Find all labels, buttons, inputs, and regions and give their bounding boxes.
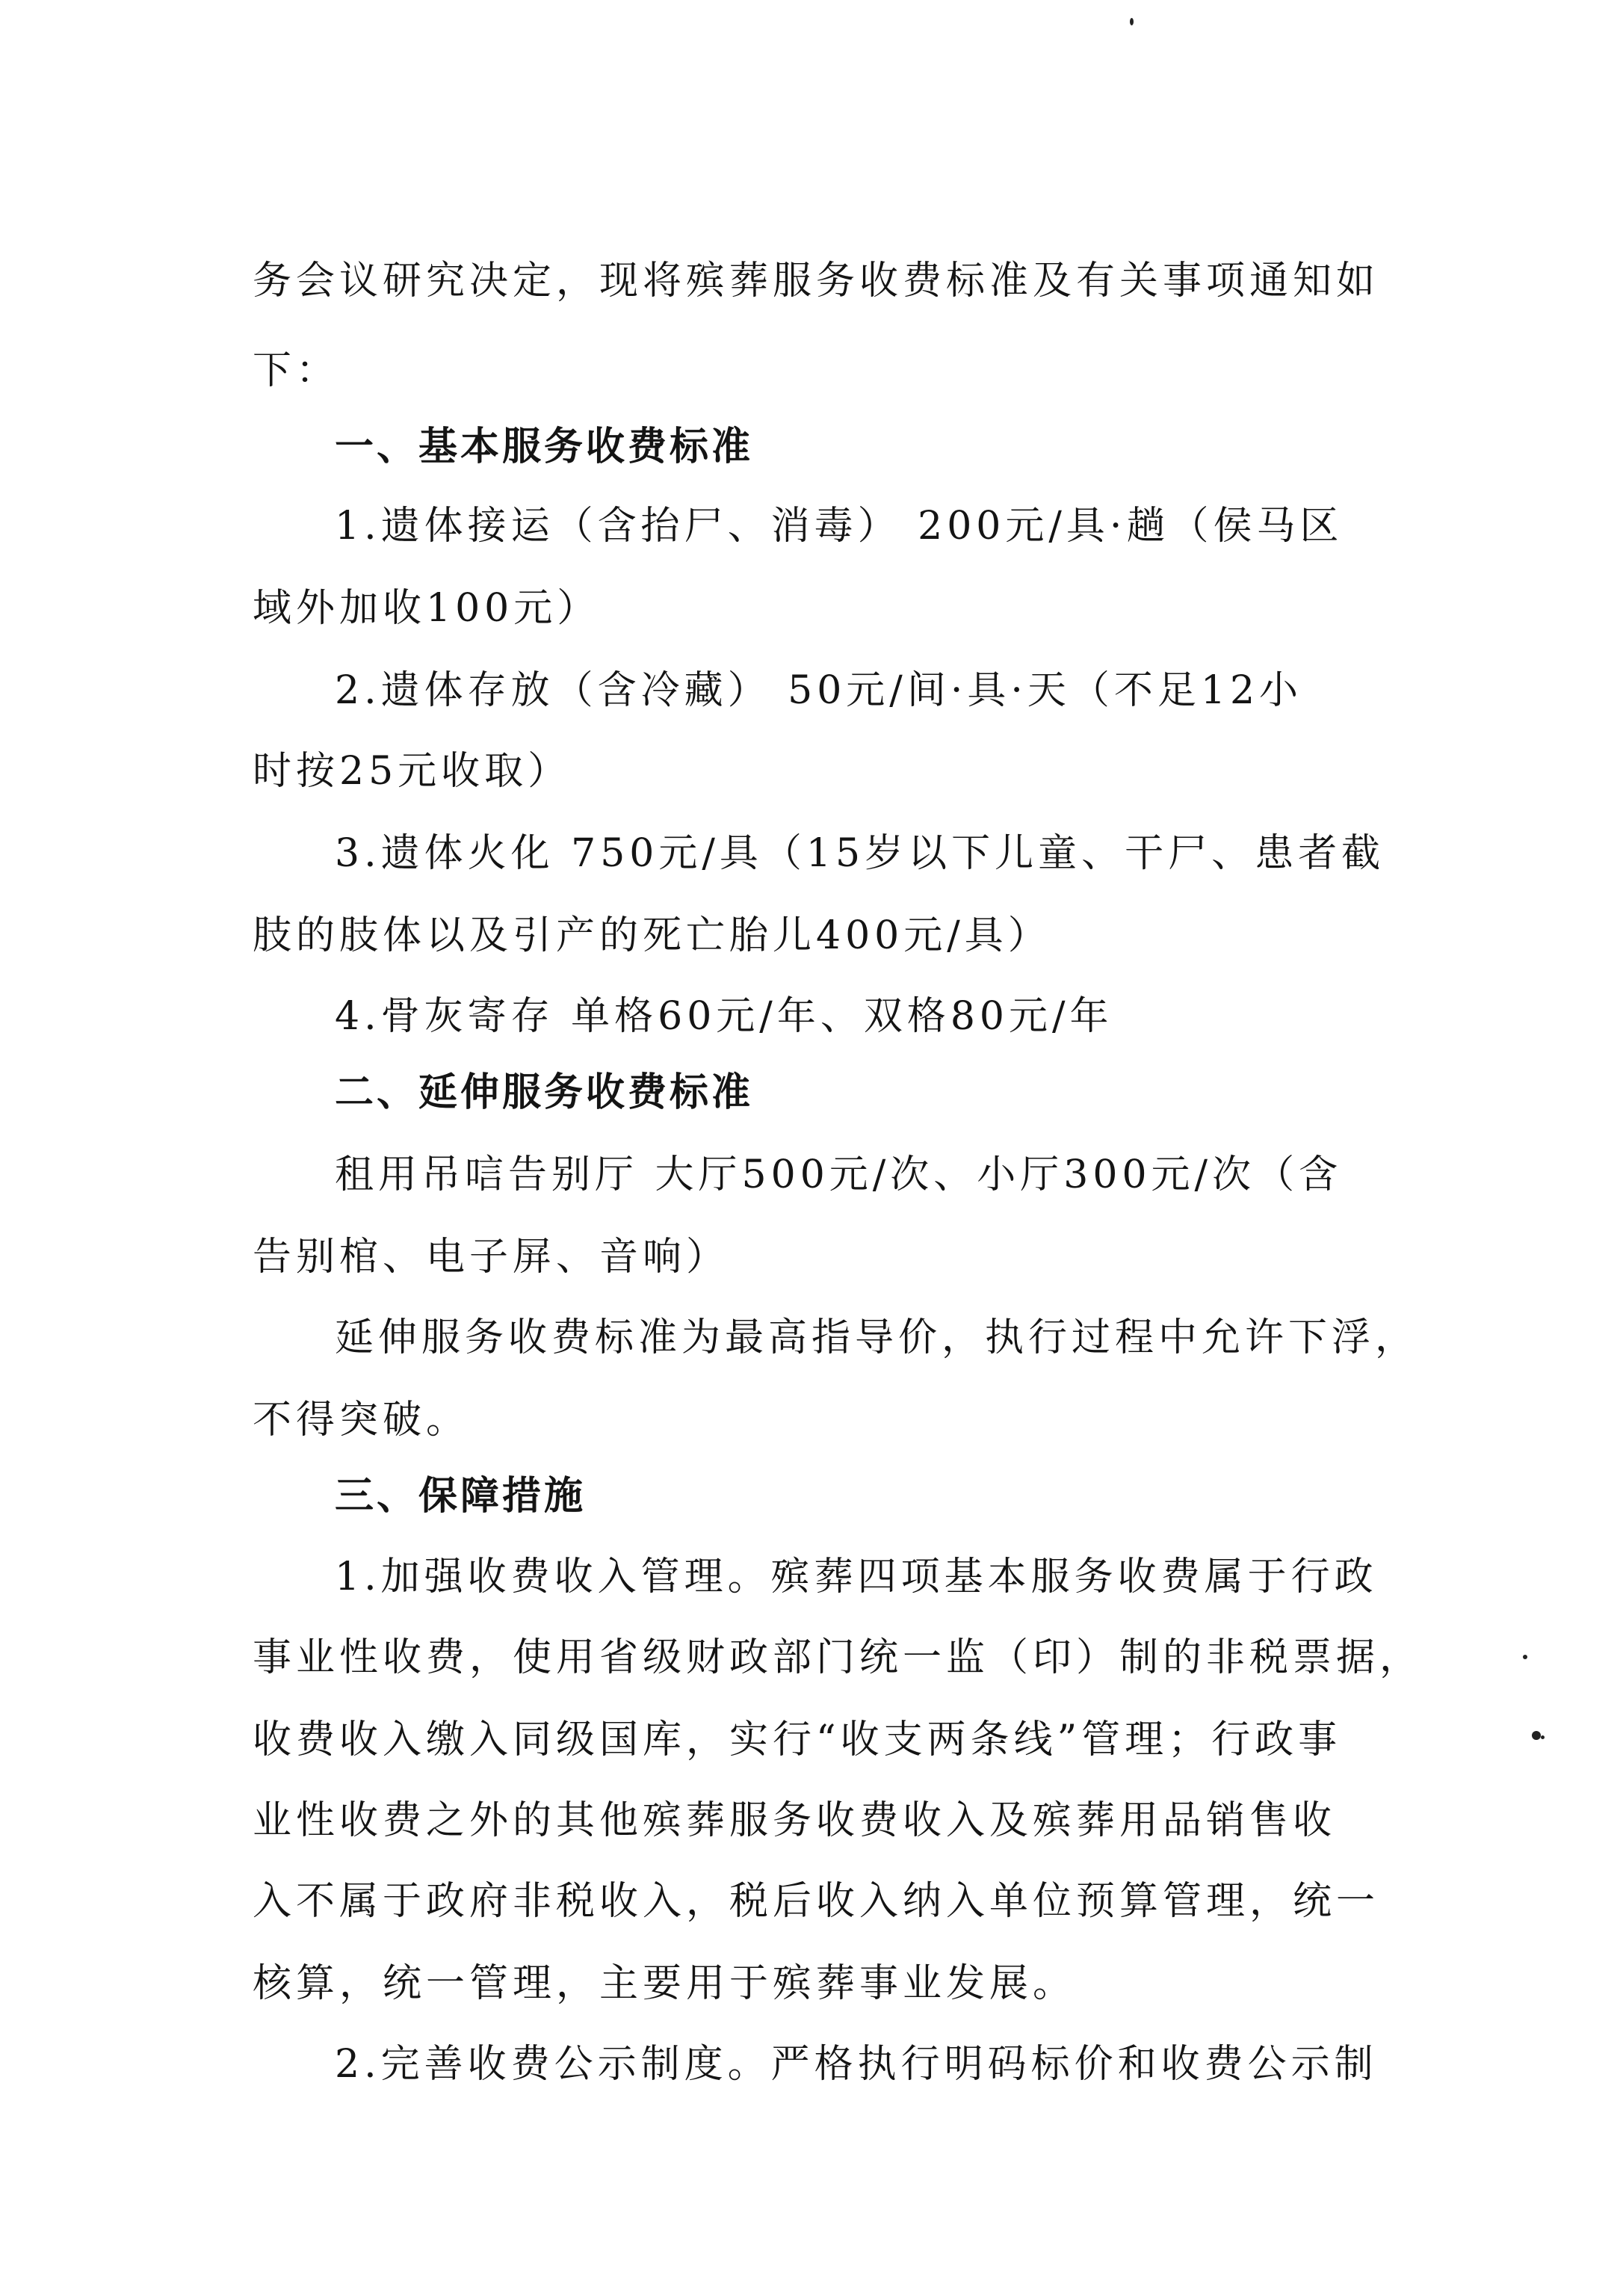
- scan-speck: [1523, 1655, 1527, 1659]
- paragraph-line: 下：: [253, 348, 340, 393]
- paragraph-line: 不得突破。: [253, 1398, 470, 1442]
- paragraph-line: 时按25元收取）: [253, 749, 572, 794]
- paragraph-line: 延伸服务收费标准为最高指导价，执行过程中允许下浮，: [335, 1315, 1419, 1360]
- paragraph-line: 4.骨灰寄存 单格60元/年、双格80元/年: [335, 994, 1113, 1039]
- section-heading-extended-fees: 二、延伸服务收费标准: [335, 1070, 754, 1115]
- scan-speck: [1532, 1731, 1541, 1740]
- paragraph-line: 域外加收100元）: [253, 586, 601, 631]
- paragraph-line: 收费收入缴入同级国库，实行“收支两条线”管理；行政事: [253, 1718, 1342, 1762]
- paragraph-line: 业性收费之外的其他殡葬服务收费收入及殡葬用品销售收: [253, 1798, 1337, 1843]
- section-heading-safeguards: 三、保障措施: [335, 1474, 587, 1519]
- paragraph-line: 1.加强收费收入管理。殡葬四项基本服务收费属于行政: [335, 1555, 1378, 1599]
- scan-speck: [1130, 18, 1134, 25]
- scan-speck: [1541, 1735, 1545, 1739]
- section-heading-basic-fees: 一、基本服务收费标准: [335, 425, 754, 469]
- paragraph-line: 1.遗体接运（含抬尸、消毒） 200元/具·趟（侯马区: [335, 504, 1344, 549]
- paragraph-line: 肢的肢体以及引产的死亡胎儿400元/具）: [253, 913, 1051, 958]
- paragraph-line: 务会议研究决定，现将殡葬服务收费标准及有关事项通知如: [253, 259, 1380, 303]
- paragraph-line: 3.遗体火化 750元/具（15岁以下儿童、干尸、患者截: [335, 831, 1385, 876]
- paragraph-line: 租用吊唁告别厅 大厅500元/次、小厅300元/次（含: [335, 1152, 1343, 1197]
- paragraph-line: 核算，统一管理，主要用于殡葬事业发展。: [253, 1961, 1077, 2006]
- paragraph-line: 入不属于政府非税收入，税后收入纳入单位预算管理，统一: [253, 1879, 1380, 1924]
- paragraph-line: 事业性收费，使用省级财政部门统一监（印）制的非税票据，: [253, 1635, 1423, 1680]
- paragraph-line: 2.完善收费公示制度。严格执行明码标价和收费公示制: [335, 2042, 1378, 2087]
- paragraph-line: 2.遗体存放（含冷藏） 50元/间·具·天（不足12小: [335, 668, 1303, 713]
- paragraph-line: 告别棺、电子屏、音响）: [253, 1235, 730, 1280]
